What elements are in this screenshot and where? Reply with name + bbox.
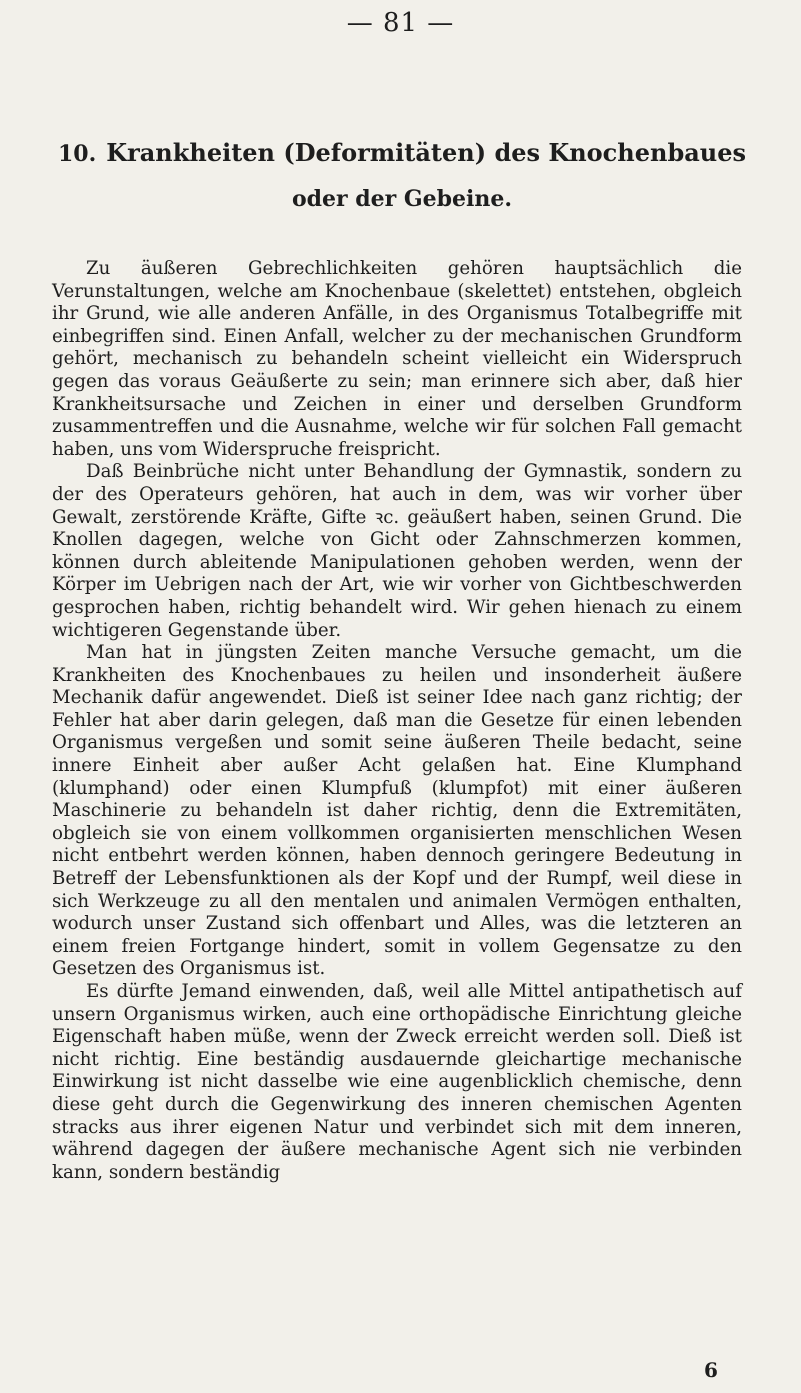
printer-signature-mark: 6	[704, 1358, 718, 1382]
paragraph: Man hat in jüngsten Zeiten manche Versuche gemacht, um die Krankheiten des Knochenbaues zu heilen und insonderheit äußere Mechanik dafür angewendet. Dieß ist seiner Idee nach ganz richtig; der Fehler hat aber darin gelegen, daß man die Gesetze für einen lebenden Organismus vergeßen und somit seine äußeren Theile bedacht, seine innere Einheit aber außer Acht gelaßen hat. Eine Klumphand (klumphand) oder einen Klumpfuß (klumpfot) mit einer äußeren Maschinerie zu behandeln ist daher richtig, denn die Extremitäten, obgleich sie von einem vollkommen organisierten menschlichen Wesen nicht entbehrt werden können, haben dennoch geringere Bedeutung in Betreff der Lebensfunktionen als der Kopf und der Rumpf, weil diese in sich Werkzeuge zu all den mentalen und animalen Vermögen enthalten, wodurch unser Zustand sich offenbart und Alles, was die letzteren an einem freien Fortgange hindert, somit in vollem Gegensatze zu den Gesetzen des Organismus ist.	[52, 642, 742, 980]
paragraph: Es dürfte Jemand einwenden, daß, weil alle Mittel antipathetisch auf unsern Organismus wirken, auch eine orthopädische Einrichtung gleiche Eigenschaft haben müße, wenn der Zweck erreicht werden soll. Dieß ist nicht richtig. Eine beständig ausdauernde gleichartige mechanische Einwirkung ist nicht dasselbe wie eine augenblicklich chemische, denn diese geht durch die Gegenwirkung des inneren chemischen Agenten stracks aus ihrer eigenen Natur und verbindet sich mit dem inneren, während dagegen der äußere mechanische Agent sich nie verbinden kann, sondern beständig	[52, 981, 742, 1183]
section-title: Krankheiten (Deformitäten) des Knochenbaues	[106, 138, 747, 167]
body-text	[52, 258, 742, 1184]
section-number: 10.	[57, 141, 97, 167]
paragraph: Daß Beinbrüche nicht unter Behandlung der Gymnastik, sondern zu der des Operateurs gehören, hat auch in dem, was wir vorher über Gewalt, zerstörende Kräfte, Gifte ꝛc. geäußert haben, seinen Grund. Die Knollen dagegen, welche von Gicht oder Zahnschmerzen kommen, können durch ableitende Manipulationen gehoben werden, wenn der Körper im Uebrigen nach der Art, wie wir vorher von Gichtbeschwerden gesprochen haben, richtig behandelt wird. Wir gehen hienach zu einem wichtigeren Gegenstande über.	[52, 461, 742, 641]
paragraph: Zu äußeren Gebrechlichkeiten gehören hauptsächlich die Verunstaltungen, welche am Knochenbaue (skelettet) entstehen, obgleich ihr Grund, wie alle anderen Anfälle, in des Organismus Totalbegriffe mit einbegriffen sind. Einen Anfall, welcher zu der mechanischen Grundform gehört, mechanisch zu behandeln scheint vielleicht ein Widerspruch gegen das voraus Geäußerte zu sein; man erinnere sich aber, daß hier Krankheitsursache und Zeichen in einer und derselben Grundform zusammentreffen und die Ausnahme, welche wir für solchen Fall gemacht haben, uns vom Widerspruche freispricht.	[52, 258, 742, 460]
page-number: — 81 —	[346, 8, 455, 38]
section-heading	[52, 138, 752, 169]
section-subtitle: oder der Gebeine.	[291, 186, 513, 212]
